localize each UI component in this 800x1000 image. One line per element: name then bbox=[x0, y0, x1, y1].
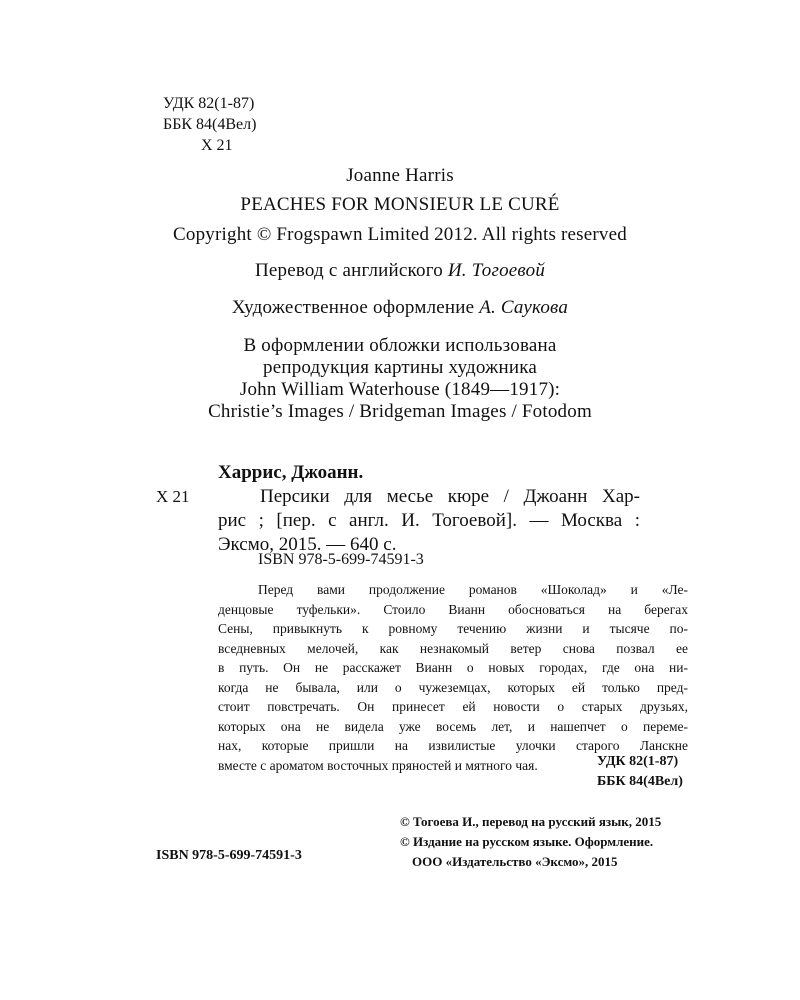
cover-note-line: репродукция картины художника bbox=[263, 357, 537, 378]
translation-copyright: © Тогоева И., перевод на русский язык, 2015 bbox=[400, 814, 662, 829]
bbk-code: ББК 84(4Вел) bbox=[597, 774, 683, 789]
designer-name: А. Саукова bbox=[479, 297, 569, 318]
edition-copyright: © Издание на русском языке. Оформление. bbox=[400, 834, 654, 849]
cover-note bbox=[0, 335, 800, 423]
bbk-code: ББК 84(4Вел) bbox=[163, 116, 257, 133]
annotation bbox=[218, 580, 688, 775]
cover-note-line: John William Waterhouse (1849—1917): bbox=[239, 379, 561, 400]
annotation-line: денцовые туфельки». Стоило Вианн обосноваться на берегах bbox=[218, 601, 688, 617]
catalog-author-mark: Х 21 bbox=[156, 487, 190, 506]
cover-note-line: Christie’s Images / Bridgeman Images / Fotodom bbox=[208, 401, 592, 422]
annotation-line: нах, которые пришли на извилистые улочки старого Ланскне bbox=[218, 738, 688, 753]
original-author: Joanne Harris bbox=[346, 165, 454, 186]
annotation-line: Сены, привыкнуть к ровному течению жизни и тысяче по- bbox=[218, 621, 688, 636]
udk-code: УДК 82(1-87) bbox=[597, 754, 679, 769]
annotation-line: вседневных мелочей, как незнакомый ветер снова позвал ее bbox=[218, 640, 688, 656]
copyright-notices bbox=[400, 812, 661, 872]
catalog-description-line: рис ; [пер. с англ. И. Тогоевой]. — Москва : bbox=[218, 510, 640, 531]
catalog-isbn: ISBN 978-5-699-74591-3 bbox=[258, 551, 424, 568]
catalog-description-line: Эксмо, 2015. — 640 с. bbox=[218, 534, 397, 555]
annotation-line: стоит повстречать. Он принесет ей новости о старых друзьях, bbox=[218, 699, 688, 714]
design-prefix: Художественное оформление bbox=[231, 297, 475, 318]
annotation-line: Перед вами продолжение романов «Шоколад» и «Ле- bbox=[258, 582, 688, 597]
isbn-bottom: ISBN 978-5-699-74591-3 bbox=[156, 848, 302, 863]
annotation-line: в путь. Он не расскажет Вианн о новых городах, где она ни- bbox=[218, 660, 688, 675]
author-mark: Х 21 bbox=[201, 137, 233, 154]
annotation-line: когда не бывала, или о чужеземцах, которых ей только пред- bbox=[218, 679, 688, 695]
catalog-author-heading: Харрис, Джоанн. bbox=[218, 462, 364, 483]
classification-bottom bbox=[597, 752, 683, 792]
classification-top bbox=[163, 93, 256, 156]
annotation-line: вместе с ароматом восточных пряностей и мятного чая. bbox=[218, 757, 538, 773]
catalog-description-line: Персики для месье кюре / Джоанн Хар- bbox=[260, 486, 640, 507]
annotation-line: которых она не видела уже восемь лет, и нашепчет о переме- bbox=[218, 718, 688, 734]
udk-code: УДК 82(1-87) bbox=[163, 95, 255, 112]
design-credit bbox=[0, 297, 800, 319]
translation-prefix: Перевод с английского bbox=[254, 260, 443, 281]
translation-credit bbox=[0, 260, 800, 282]
cover-note-line: В оформлении обложки использована bbox=[243, 335, 557, 356]
original-title: PEACHES FOR MONSIEUR LE CURÉ bbox=[240, 194, 560, 215]
publisher-copyright: ООО «Издательство «Эксмо», 2015 bbox=[412, 854, 618, 869]
translator-name: И. Тогоевой bbox=[447, 260, 546, 281]
original-copyright: Copyright © Frogspawn Limited 2012. All rights reserved bbox=[173, 224, 627, 245]
catalog-description bbox=[218, 485, 640, 557]
